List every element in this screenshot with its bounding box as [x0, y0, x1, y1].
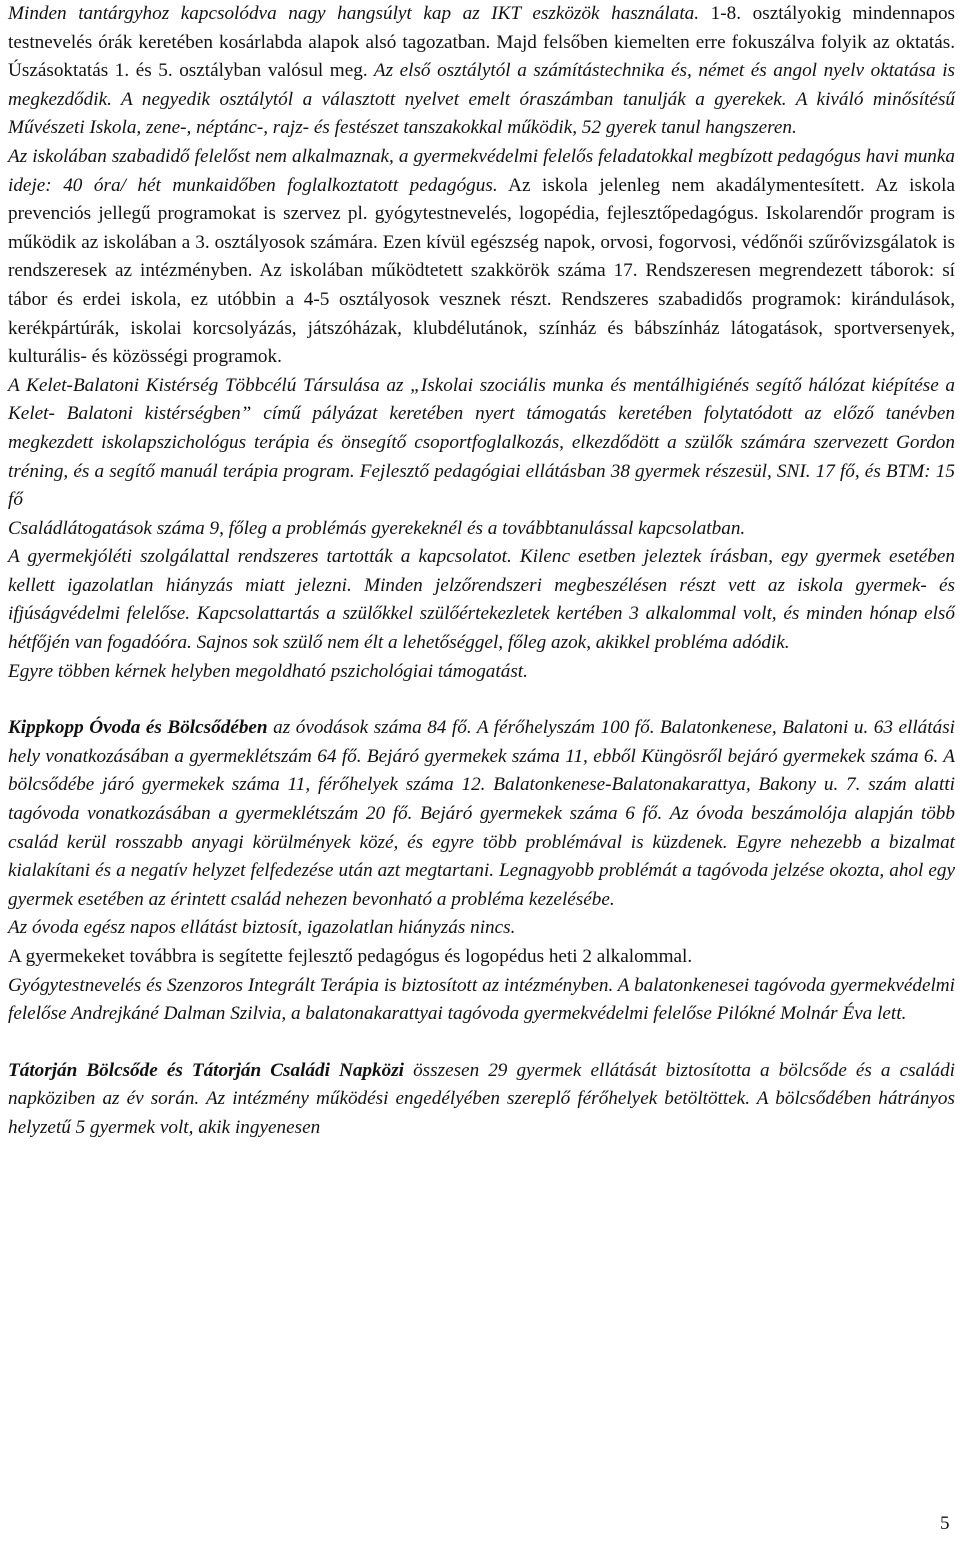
- paragraph-psych-support: Egyre többen kérnek helyben megoldható pszichológiai támogatást.: [8, 660, 528, 682]
- document-body: [8, 0, 955, 1143]
- text-leisure-staff: Az iskolában szabadidő felelőst nem alkalmaznak, a gyermekvédelmi felelős feladatokkal megbízott pedagógus havi munka ideje: 40 óra/ hét munkaidőben foglalkoztatott pedagógus.: [8, 145, 955, 196]
- paragraph-nursery: [8, 1057, 955, 1143]
- page-number: 5: [940, 1513, 950, 1534]
- paragraph-gap: [8, 686, 955, 714]
- text-ikt: Minden tantárgyhoz kapcsolódva nagy hangsúlyt kap az IKT eszközök használata.: [8, 3, 700, 24]
- text-sports: 1-8. osztályokig mindennapos testnevelés órák keretében kosárlabda alapok alsó tagozatban. Majd felsőben kiemelten erre fokuszálva folyik az oktatás. Úszásoktatás 1. és 5. osztályban valósul meg.: [8, 3, 956, 82]
- paragraph-kindergarten-attendance: Az óvoda egész napos ellátást biztosít, igazolatlan hiányzás nincs.: [8, 917, 516, 939]
- text-prevention: Az iskola jelenleg nem akadálymentesített. Az iskola prevenciós jellegű programokat is szervez pl. gyógytestnevelés, logopédia, fejlesztőpedagógus. Iskolarendőr program is működik az iskolában a 3. osztályosok számára. Ezen kívül egészség napok, orvosi, fogorvosi, védőnői szűrővizsgálatok is rendszeresek az intézményben. Az iskolában működtetett szakkörök száma 17. Rendszeresen megrendezett táborok: sí tábor és erdei iskola, ez utóbbin a 4-5 osztályosok vesznek részt. Rendszeres szabadidős programok: kirándulások, kerékpártúrák, iskolai korcsolyázás, játszóházak, klubdélutánok, színház és bábszínház látogatások, sportversenyek, kulturális- és közösségi programok.: [8, 174, 955, 368]
- paragraph-social-work-grant: A Kelet-Balatoni Kistérség Többcélú Társulása az „Iskolai szociális munka és mentálhigiénés segítő hálózat kiépítése a Kelet- Balatoni kistérségben” című pályázat keretében nyert támogatás keretében folytatódott az előző tanévben megkezdett iskolapszichológus terápia és önsegítő csoportfoglalkozás, elkezdődött a szülők számára szervezett Gordon tréning, és a segítő manuál terápia program. Fejlesztő pedagógiai ellátásban 38 gyermek részesül, SNI. 17 fő, és BTM: 15 fő: [8, 374, 955, 511]
- paragraph-family-visits: Családlátogatások száma 9, főleg a problémás gyerekeknél és a továbbtanulással kapcsolatban.: [8, 517, 746, 539]
- paragraph-gap: [8, 1029, 955, 1057]
- paragraph-kindergarten-specialists: A gyermekeket továbbra is segítette fejlesztő pedagógus és logopédus heti 2 alkalommal.: [8, 946, 693, 967]
- text-kindergarten: az óvodások száma 84 fő. A férőhelyszám 100 fő. Balatonkenese, Balatoni u. 63 ellátási hely vonatkozásában a gyermeklétszám 64 fő. Bejáró gyermekek száma 11, ebből Küngösről bejáró gyermekek száma 6. A bölcsődébe járó gyermekek száma 11, férőhelyek száma 12. Balatonkenese-Balatonakarattya, Bakony u. 7. szám alatti tagóvoda vonatkozásában a gyermeklétszám 20 fő. Bejáró gyermekek száma 6 fő. Az óvoda beszámolója alapján több család kerül rosszabb anyagi körülmények közé, és egyre több problémával is küzdenek. Egyre nehezebb a bizalmat kialakítani és a negatív helyzet felfedezése után azt megtartani. Legnagyobb problémát a tagóvoda jelzése okozta, ahol egy gyermek esetében az érintett család nehezen bevonható a probléma kezelésébe.: [8, 717, 955, 910]
- paragraph-kindergarten-therapy: Gyógytestnevelés és Szenzoros Integrált Terápia is biztosított az intézményben. A balatonkenesei tagóvoda gyermekvédelmi felelőse Andrejkáné Dalman Szilvia, a balatonakarattyai tagóvoda gyermekvédelmi felelőse Pilókné Molnár Éva lett.: [8, 974, 955, 1025]
- heading-tatorjan: Tátorján Bölcsőde és Tátorján Családi Napközi: [8, 1059, 405, 1081]
- paragraph-school-curriculum: [8, 0, 955, 143]
- paragraph-kindergarten: [8, 714, 955, 914]
- paragraph-child-welfare: A gyermekjóléti szolgálattal rendszeres tartották a kapcsolatot. Kilenc esetben jeleztek írásban, egy gyermek esetében kellett igazolatlan hiányzás miatt jelezni. Minden jelzőrendszeri megbeszélésen részt vett az iskola gyermek- és ifjúságvédelmi felelőse. Kapcsolattartás a szülőkkel szülőértekezletek kertében 3 alkalommal volt, és minden hónap első hétfőjén van fogadóóra. Sajnos sok szülő nem élt a lehetőséggel, főleg azok, akikkel probléma adódik.: [8, 546, 955, 654]
- paragraph-school-programs: [8, 143, 955, 372]
- text-nursery: összesen 29 gyermek ellátását biztosította a bölcsőde és a családi napköziben az év során. Az intézmény működési engedélyében szereplő férőhelyek betöltöttek. A bölcsődében hátrányos helyzetű 5 gyermek volt, akik ingyenesen: [8, 1059, 956, 1138]
- heading-kippkopp: Kippkopp Óvoda és Bölcsődében: [8, 717, 268, 739]
- text-languages-arts: Az első osztálytól a számítástechnika és, német és angol nyelv oktatása is megkezdődik. A negyedik osztálytól a választott nyelvet emelt óraszámban tanulják a gyerekek. A kiváló minősítésű Művészeti Iskola, zene-, néptánc-, rajz- és festészet tanszakokkal működik, 52 gyerek tanul hangszeren.: [8, 60, 955, 139]
